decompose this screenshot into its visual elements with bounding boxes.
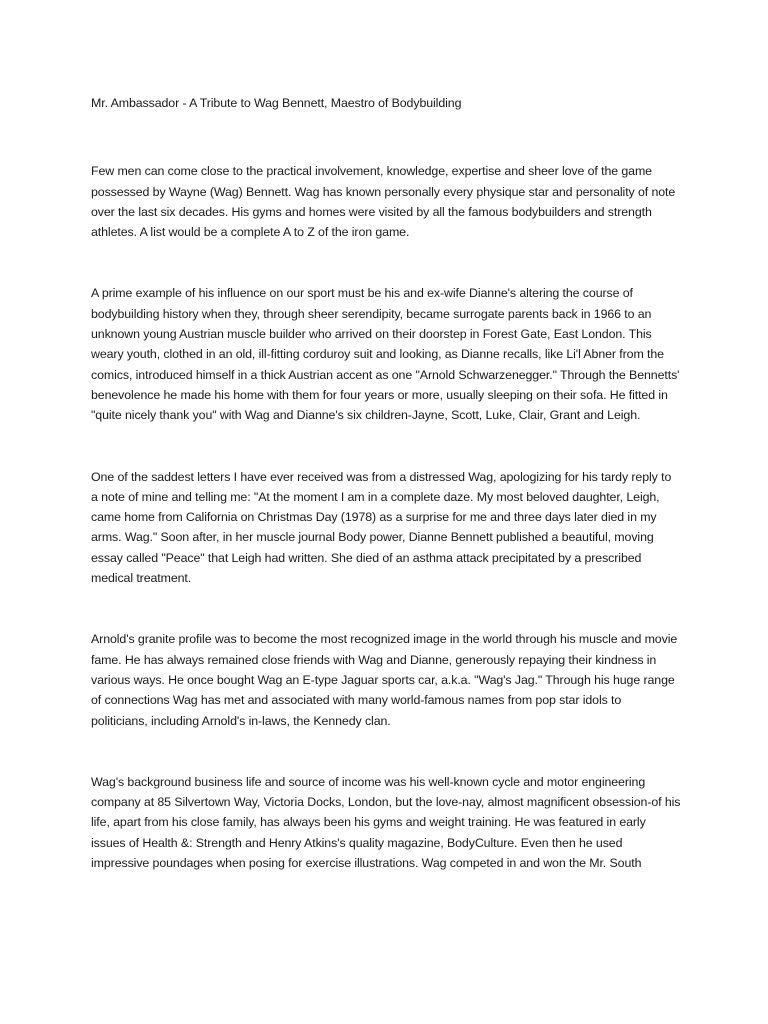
paragraph-4: Arnold's granite profile was to become the most recognized image in the world through his muscle and movie fame. He has always remained close friends with Wag and Dianne, generously repaying their kindness in various ways. He once bought Wag an E-type Jaguar sports car, a.k.a. "Wag's Jag." Through his huge range of connections Wag has met and associated with many world-famous names from pop star idols to politicians, including Arnold's in-laws, the Kennedy clan.	[91, 632, 678, 728]
document-title: Mr. Ambassador - A Tribute to Wag Bennett, Maestro of Bodybuilding	[91, 96, 462, 110]
paragraph-5: Wag's background business life and source of income was his well-known cycle and motor engineering company at 85 Silvertown Way, Victoria Docks, London, but the love-nay, almost magnificent obsession-of his life, apart from his close family, has always been his gyms and weight training. He was featured in early issues of Health &: Strength and Henry Atkins's quality magazine, BodyCulture. Even then he used impressive poundages when posing for exercise illustrations. Wag competed in and won the Mr. South	[91, 774, 681, 871]
paragraph-2: A prime example of his influence on our sport must be his and ex-wife Dianne's altering the course of bodybuilding history when they, through sheer serendipity, became surrogate parents back in 1966 to an unknown young Austrian muscle builder who arrived on their doorstep in Forest Gate, East London. This weary youth, clothed in an old, ill-fitting corduroy suit and looking, as Dianne recalls, like Li'l Abner from the comics, introduced himself in a thick Austrian accent as one "Arnold Schwarzenegger." Through the Bennetts' benevolence he made his home with them for four years or more, usually sleeping on their sofa. He fitted in "quite nicely thank you" with Wag and Dianne's six children-Jayne, Scott, Luke, Clair, Grant and Leigh.	[91, 286, 680, 423]
paragraph-1: Few men can come close to the practical involvement, knowledge, expertise and sheer love of the game possessed by Wayne (Wag) Bennett. Wag has known personally every physique star and personality of note over the last six decades. His gyms and homes were visited by all the famous bodybuilders and strength athletes. A list would be a complete A to Z of the iron game.	[91, 164, 676, 240]
document-body	[91, 93, 681, 914]
paragraph-3: One of the saddest letters I have ever received was from a distressed Wag, apologizing for his tardy reply to a note of mine and telling me: "At the moment I am in a complete daze. My most beloved daughter, Leigh, came home from California on Christmas Day (1978) as a surprise for me and three days later died in my arms. Wag." Soon after, in her muscle journal Body power, Dianne Bennett published a beautiful, moving essay called "Peace" that Leigh had written. She died of an asthma attack precipitated by a prescribed medical treatment.	[91, 469, 672, 586]
